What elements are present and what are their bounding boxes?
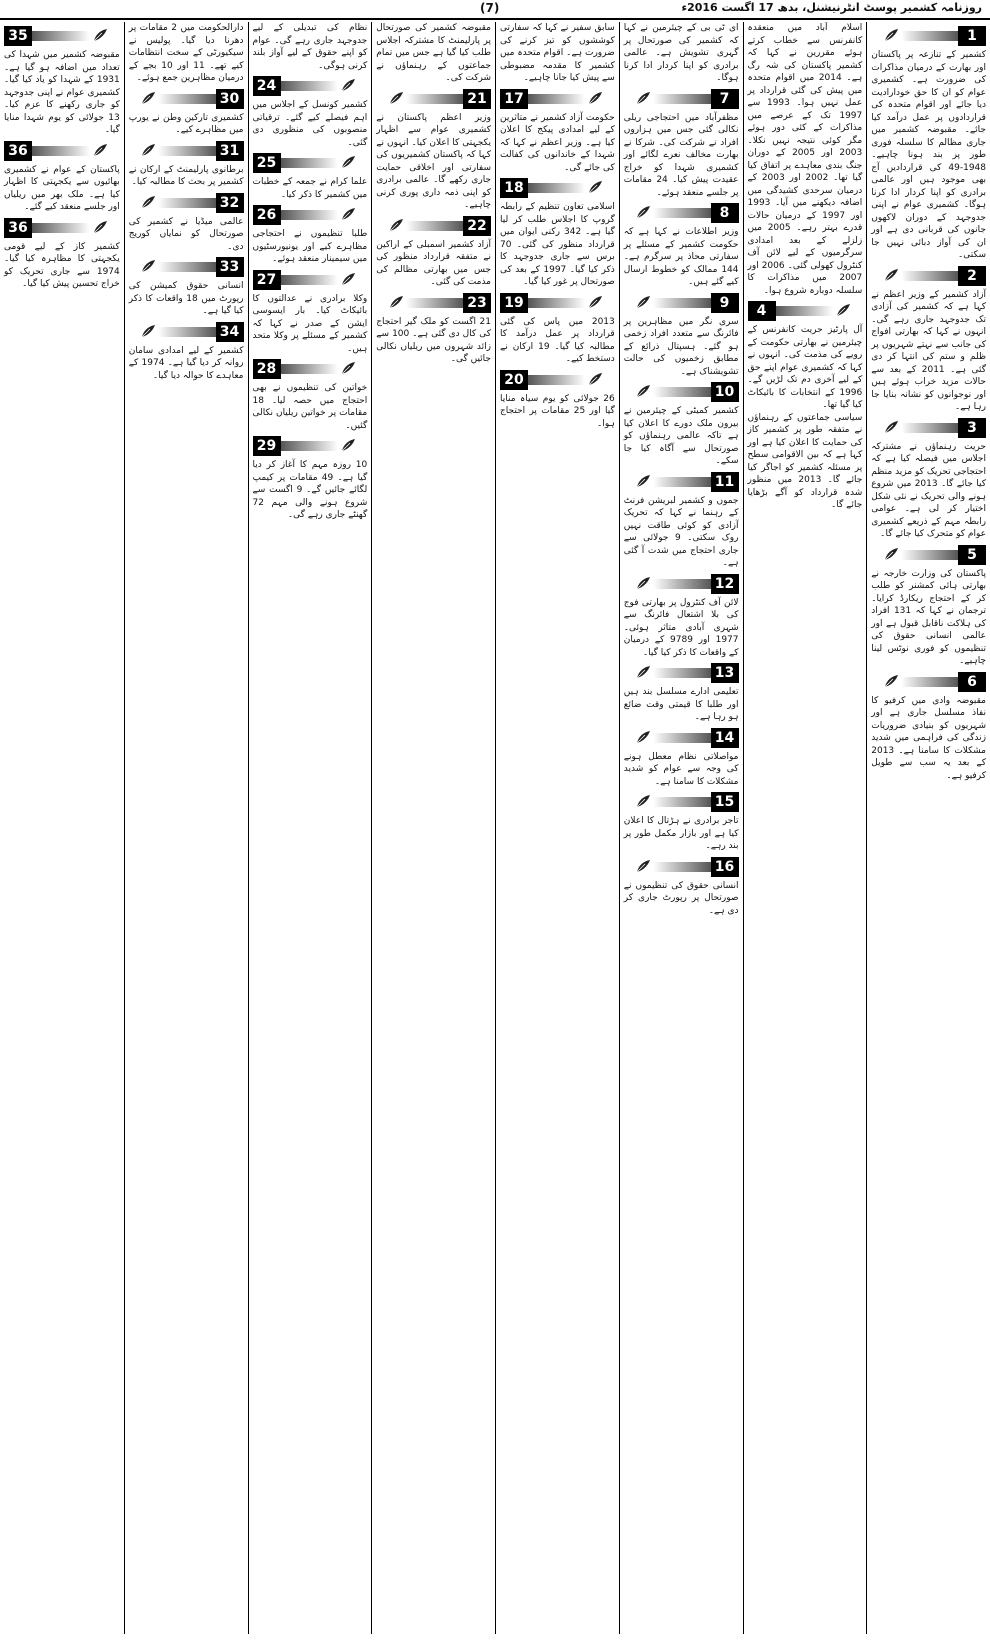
- column-4: [495, 22, 619, 1634]
- header-gradient-bar: [281, 158, 338, 168]
- leaf-icon: [587, 294, 603, 310]
- article-header: [376, 293, 491, 313]
- article-body: سری نگر میں مظاہرین پر فائرنگ سے متعدد افراد زخمی ہو گئے۔ ہسپتال ذرائع کے مطابق زخمیوں کی حالت تشویشناک ہے۔: [623, 316, 739, 377]
- header-gradient-bar: [281, 364, 338, 374]
- article-header: [376, 89, 491, 109]
- article-header: [624, 857, 739, 877]
- leaf-icon: [635, 383, 651, 399]
- leaf-icon: [340, 206, 356, 222]
- leaf-icon: [340, 437, 356, 453]
- article-number: 9: [711, 293, 739, 313]
- article-body: انسانی حقوق کمیشن کی رپورٹ میں 18 واقعات کا ذکر کیا گیا ہے۔: [128, 281, 244, 316]
- article-number: 21: [463, 89, 491, 109]
- leaf-icon: [635, 664, 651, 680]
- article-number: 6: [958, 672, 986, 692]
- leaf-icon: [340, 360, 356, 376]
- article-header: [253, 270, 368, 290]
- article-header: [4, 218, 120, 238]
- article-header: [871, 545, 986, 565]
- header-gradient-bar: [901, 271, 958, 281]
- header-gradient-bar: [528, 94, 585, 104]
- article-body: مقبوضہ وادی میں کرفیو کا نفاذ مسلسل جاری ہے اور شہریوں کو بنیادی ضروریات زندگی کی فراہمی میں شدید مشکلات کا سامنا ہے۔ 2013 کے بعد یہ سب سے طویل کرفیو ہے۔: [871, 695, 986, 781]
- leaf-icon: [635, 294, 651, 310]
- article-body: اسلامی تعاون تنظیم کے رابطہ گروپ کا اجلاس طلب کر لیا گیا ہے۔ 342 رکنی ایوان میں قرارداد منظور کی گئی۔ 70 برس سے جاری جدوجہد کا ذکر کیا گیا۔ 1997 کے بعد کی صورتحال پر غور کیا گیا۔: [500, 202, 615, 287]
- leaf-icon: [835, 302, 851, 318]
- leaf-icon: [635, 90, 651, 106]
- header-gradient-bar: [528, 375, 585, 385]
- article-number: 31: [216, 141, 244, 161]
- column-6: [248, 22, 372, 1634]
- leaf-icon: [340, 77, 356, 93]
- article-body: 2013 میں پاس کی گئی قرارداد پر عمل درآمد کا مطالبہ کیا گیا۔ 19 ارکان نے دستخط کیے۔: [500, 316, 615, 364]
- article-number: 16: [711, 857, 739, 877]
- header-gradient-bar: [653, 862, 710, 872]
- article-body: طلبا تنظیموں نے احتجاجی مظاہرے کیے اور یونیورسٹیوں میں سیمینار منعقد ہوئے۔: [252, 229, 368, 264]
- column-8: [0, 22, 124, 1634]
- article-number: 3: [958, 418, 986, 438]
- article-header: [500, 89, 615, 109]
- header-gradient-bar: [653, 797, 710, 807]
- article-number: 34: [216, 322, 244, 342]
- article-body: آل پارٹیز حریت کانفرنس کے چیئرمین نے بھارتی حکومت کے رویے کی مذمت کی۔ انہوں نے کہا کہ کشمیری عوام اپنے حق کے لیے آخری دم تک لڑیں گے۔ 1996 کے انتخابات کا بائیکاٹ کیا گیا تھا۔: [747, 325, 863, 410]
- header-gradient-bar: [653, 94, 710, 104]
- article-header: [871, 418, 986, 438]
- article-body: کشمیر کاز کے لیے قومی یکجہتی کا مظاہرہ کیا گیا۔ 1974 سے جاری تحریک کو خراج تحسین پیش کیا گیا۔: [4, 241, 120, 289]
- article-number: 17: [500, 89, 528, 109]
- article-body: کشمیر کونسل کے اجلاس میں اہم فیصلے کیے گئے۔ ترقیاتی منصوبوں کی منظوری دی گئی۔: [252, 100, 368, 148]
- leaf-icon: [883, 419, 899, 435]
- article-header: [871, 266, 986, 286]
- header-gradient-bar: [158, 94, 215, 104]
- leaf-icon: [883, 267, 899, 283]
- article-body: ای ٹی بی کے چیئرمین نے کہا کہ کشمیر کی صورتحال پر گہری تشویش ہے۔ عالمی برادری کو اپنا کردار ادا کرنا ہوگا۔: [623, 23, 739, 83]
- header-gradient-bar: [281, 441, 338, 451]
- article-body: اسلام آباد میں منعقدہ کانفرنس سے خطاب کرتے ہوئے مقررین نے کہا کہ کشمیر پاکستان کی شہ رگ ہے۔ 2014 میں اقوام متحدہ میں پیش کی گئی قرارداد پر عمل نہیں ہوا۔ 1993 سے 1997 تک کے عرصے میں مذاکرات کے کئی دور ہوئے مگر کوئی نتیجہ نہیں نکلا۔ 2003 اور 2005 کے دوران جنگ بندی معاہدے پر اتفاق کیا گیا تھا۔ 2002 اور 2003 کے درمیان سرحدی کشیدگی میں اضافہ دیکھنے میں آیا۔ 1993 اور 1997 کے درمیان حالات قدرے بہتر رہے۔ 2005 میں زلزلے کے بعد امدادی سرگرمیوں کے لیے لائن آف کنٹرول کھولی گئی۔ 2006 اور 2007 میں مذاکرات کا سلسلہ دوبارہ شروع ہوا۔: [747, 23, 863, 296]
- column-7: [124, 22, 248, 1634]
- header-gradient-bar: [653, 477, 710, 487]
- leaf-icon: [92, 142, 108, 158]
- article-number: 19: [500, 293, 528, 313]
- leaf-icon: [140, 258, 156, 274]
- leaf-icon: [340, 154, 356, 170]
- article-number: 33: [216, 257, 244, 277]
- article-header: [624, 293, 739, 313]
- article-header: [624, 663, 739, 683]
- article-number: 27: [253, 270, 281, 290]
- article-body: وزیر اعظم پاکستان نے کشمیری عوام سے اظہار یکجہتی کا اعلان کیا۔ انہوں نے کہا کہ پاکستان کشمیریوں کی سفارتی اور اخلاقی حمایت جاری رکھے گا۔ عالمی برادری کو اپنی ذمہ داری پوری کرنی چاہیے۔: [376, 112, 491, 210]
- leaf-icon: [635, 793, 651, 809]
- header-gradient-bar: [653, 208, 710, 218]
- masthead: [0, 0, 990, 20]
- article-body: برطانوی پارلیمنٹ کے ارکان نے کشمیر پر بحث کا مطالبہ کیا۔: [128, 164, 244, 187]
- leaf-icon: [340, 271, 356, 287]
- article-number: 36: [4, 218, 32, 238]
- article-body: مظفرآباد میں احتجاجی ریلی نکالی گئی جس میں ہزاروں افراد نے شرکت کی۔ شرکا نے بھارت مخالف نعرے لگائے اور کشمیری شہدا کو خراج عقیدت پیش کیا۔ 24 مقامات پر جلسے منعقد ہوئے۔: [623, 112, 739, 198]
- column-2: [743, 22, 867, 1634]
- article-body: پاکستان کی وزارت خارجہ نے بھارتی ہائی کمشنر کو طلب کر کے احتجاج ریکارڈ کرایا۔ ترجمان نے کہا کہ 131 افراد کی ہلاکت ناقابل قبول ہے اور عالمی انسانی حقوق کی تنظیموں کو فوری نوٹس لینا چاہیے۔: [871, 568, 987, 666]
- article-body: جموں و کشمیر لبریشن فرنٹ کے رہنما نے کہا کہ تحریک آزادی کو کوئی طاقت نہیں روک سکتی۔ 9 جولائی سے جاری احتجاج میں شدت آ گئی ہے۔: [623, 495, 739, 568]
- header-gradient-bar: [158, 327, 215, 337]
- article-body: وزیر اطلاعات نے کہا ہے کہ حکومت کشمیر کے مسئلے پر سفارتی محاذ پر سرگرم ہے۔ 144 ممالک کو خطوط ارسال کیے گئے ہیں۔: [623, 227, 739, 287]
- article-header: [253, 205, 368, 225]
- leaf-icon: [587, 179, 603, 195]
- article-number: 14: [711, 728, 739, 748]
- header-gradient-bar: [32, 31, 90, 41]
- article-header: [500, 178, 615, 198]
- column-3: [619, 22, 743, 1634]
- article-number: 13: [711, 663, 739, 683]
- article-body: حکومت آزاد کشمیر نے متاثرین کے لیے امدادی پیکج کا اعلان کیا ہے۔ وزیر اعظم نے کہا کہ شہدا کے خاندانوں کی کفالت کی جائے گی۔: [500, 112, 615, 173]
- article-number: 22: [463, 216, 491, 236]
- header-gradient-bar: [901, 31, 958, 41]
- article-body: مواصلاتی نظام معطل ہونے کی وجہ سے عوام کو شدید مشکلات کا سامنا ہے۔: [623, 751, 739, 787]
- article-header: [253, 76, 368, 96]
- header-gradient-bar: [406, 221, 463, 231]
- header-gradient-bar: [281, 81, 338, 91]
- article-body: لائن آف کنٹرول پر بھارتی فوج کی بلا اشتعال فائرنگ سے شہری آبادی متاثر ہوئی۔ 1977 اور 9789 کے درمیان کے واقعات کا ذکر کیا گیا۔: [623, 597, 739, 658]
- article-body: حریت رہنماؤں نے مشترکہ اجلاس میں فیصلہ کیا ہے کہ احتجاجی تحریک کو مزید منظم کیا جائے گا۔ 2013 میں شروع ہونے والی تحریک نے نئی شکل اختیار کر لی ہے۔ عوامی رابطہ مہم کے ذریعے کشمیری عوام کو متحرک کیا جائے گا۔: [871, 441, 986, 539]
- article-header: [624, 203, 739, 223]
- leaf-icon: [140, 90, 156, 106]
- article-number: 30: [216, 89, 244, 109]
- article-body: کشمیر کے تنازعہ پر پاکستان اور بھارت کے درمیان مذاکرات کی ضرورت ہے۔ کشمیری عوام کو ان کا حق خودارادیت دیا جائے اور اقوام متحدہ کی قراردادوں پر عمل درآمد کیا جائے۔ مقبوضہ کشمیر میں جاری مظالم کا سلسلہ فوری طور پر بند ہونا چاہیے۔ 1948-49 کی قراردادیں آج بھی موجود ہیں اور عالمی برادری کو اپنا کردار ادا کرنا ہوگا۔ کشمیری عوام نے اپنی جدوجہد کے دوران لاکھوں جانوں کی قربانی دی ہے اور ان کی آواز دبائی نہیں جا سکتی۔: [871, 50, 986, 260]
- article-number: 2: [958, 266, 986, 286]
- leaf-icon: [635, 473, 651, 489]
- article-body: مقبوضہ کشمیر کی صورتحال پر پارلیمنٹ کا مشترکہ اجلاس طلب کیا گیا ہے جس میں تمام جماعتوں کے رہنماؤں نے شرکت کی۔: [376, 23, 491, 83]
- header-gradient-bar: [32, 146, 90, 156]
- article-number: 26: [253, 205, 281, 225]
- leaf-icon: [883, 546, 899, 562]
- header-gradient-bar: [528, 298, 585, 308]
- article-header: [253, 359, 368, 379]
- article-header: [871, 26, 986, 46]
- leaf-icon: [635, 204, 651, 220]
- article-number: 32: [216, 193, 244, 213]
- article-number: 7: [711, 89, 739, 109]
- article-body: عالمی میڈیا نے کشمیر کی صورتحال کو نمایاں کوریج دی۔: [128, 216, 244, 252]
- header-gradient-bar: [281, 210, 338, 220]
- article-body: 10 روزہ مہم کا آغاز کر دیا گیا ہے۔ 49 مقامات پر کیمپ لگائے جائیں گے۔ 9 اگست سے شروع ہونے والی مہم 72 گھنٹے جاری رہے گی۔: [252, 460, 368, 520]
- header-gradient-bar: [32, 223, 90, 233]
- leaf-icon: [388, 90, 404, 106]
- article-header: [871, 672, 986, 692]
- article-header: [129, 193, 244, 213]
- column-5: [371, 22, 495, 1634]
- article-header: [624, 728, 739, 748]
- article-header: [624, 792, 739, 812]
- article-number: 1: [958, 26, 986, 46]
- article-number: 23: [463, 293, 491, 313]
- article-number: 25: [253, 153, 281, 173]
- header-gradient-bar: [528, 183, 585, 193]
- header-gradient-bar: [406, 298, 463, 308]
- article-number: 28: [253, 359, 281, 379]
- header-gradient-bar: [653, 733, 710, 743]
- article-body: تعلیمی ادارے مسلسل بند ہیں اور طلبا کا قیمتی وقت ضائع ہو رہا ہے۔: [623, 687, 739, 722]
- page-number: (7): [480, 1, 500, 15]
- leaf-icon: [140, 323, 156, 339]
- article-number: 5: [958, 545, 986, 565]
- article-header: [624, 472, 739, 492]
- header-gradient-bar: [281, 275, 338, 285]
- article-body: 26 جولائی کو یوم سیاہ منایا گیا اور 25 مقامات پر احتجاج ہوا۔: [500, 393, 615, 429]
- article-number: 29: [253, 436, 281, 456]
- article-number: 18: [500, 178, 528, 198]
- header-gradient-bar: [901, 423, 958, 433]
- article-body: علما کرام نے جمعہ کے خطبات میں کشمیر کا ذکر کیا۔: [252, 177, 368, 200]
- masthead-title: روزنامہ کشمیر پوسٹ انٹرنیشنل، بدھ 17 اگست 2016ء: [681, 1, 982, 14]
- leaf-icon: [140, 142, 156, 158]
- article-number: 12: [711, 574, 739, 594]
- article-header: [748, 301, 863, 321]
- article-header: [624, 89, 739, 109]
- header-gradient-bar: [158, 198, 215, 208]
- article-header: [4, 141, 120, 161]
- article-number: 20: [500, 370, 528, 390]
- leaf-icon: [883, 27, 899, 43]
- header-gradient-bar: [653, 387, 710, 397]
- leaf-icon: [635, 729, 651, 745]
- leaf-icon: [883, 673, 899, 689]
- article-body: کشمیری تارکین وطن نے یورپ میں مظاہرے کیے۔: [128, 112, 244, 135]
- article-body: 21 اگست کو ملک گیر احتجاج کی کال دی گئی ہے۔ 100 سے زائد شہروں میں ریلیاں نکالی جائیں گی۔: [376, 316, 491, 364]
- article-header: [500, 293, 615, 313]
- article-header: [129, 89, 244, 109]
- article-header: [129, 141, 244, 161]
- header-gradient-bar: [406, 94, 463, 104]
- article-number: 35: [4, 26, 32, 46]
- article-body: وکلا برادری نے عدالتوں کا بائیکاٹ کیا۔ بار ایسوسی ایشن کے صدر نے کہا کہ کشمیر کے مسئلے پر وکلا متحد ہیں۔: [252, 293, 368, 354]
- header-gradient-bar: [158, 146, 215, 156]
- article-number: 15: [711, 792, 739, 812]
- leaf-icon: [388, 294, 404, 310]
- article-header: [253, 153, 368, 173]
- article-header: [376, 216, 491, 236]
- article-header: [624, 382, 739, 402]
- article-body: آزاد کشمیر اسمبلی کے اراکین نے متفقہ قرارداد منظور کی جس میں بھارتی مظالم کی مذمت کی گئی۔: [376, 239, 491, 287]
- header-gradient-bar: [158, 262, 215, 272]
- header-gradient-bar: [776, 306, 833, 316]
- leaf-icon: [635, 858, 651, 874]
- header-gradient-bar: [653, 298, 710, 308]
- header-gradient-bar: [653, 579, 710, 589]
- column-1: [866, 22, 990, 1634]
- article-body: خواتین کی تنظیموں نے بھی احتجاج میں حصہ لیا۔ 18 مقامات پر خواتین ریلیاں نکالی گئیں۔: [252, 383, 368, 431]
- article-number: 24: [253, 76, 281, 96]
- article-header: [129, 322, 244, 342]
- article-body: آزاد کشمیر کے وزیر اعظم نے کہا ہے کہ کشمیر کی آزادی تک جدوجہد جاری رہے گی۔ انہوں نے کہا کہ بھارتی افواج کی جانب سے نہتے شہریوں پر ظلم و ستم کی انتہا کر دی گئی ہے۔ 2011 کے بعد سے حالات مزید خراب ہوئے ہیں اور نوجوانوں کو نشانہ بنایا جا رہا ہے۔: [871, 289, 987, 412]
- article-body: نظام کی تبدیلی کے لیے جدوجہد جاری رہے گی۔ عوام کو اپنے حقوق کے لیے آواز بلند کرنی ہوگی۔: [252, 23, 368, 71]
- article-body: سابق سفیر نے کہا کہ سفارتی کوششوں کو تیز کرنے کی ضرورت ہے۔ اقوام متحدہ میں کشمیر کا مقدمہ مضبوطی سے پیش کیا جانا چاہیے۔: [500, 23, 615, 83]
- article-body: انسانی حقوق کی تنظیموں نے صورتحال پر رپورٹ جاری کر دی ہے۔: [623, 880, 739, 916]
- leaf-icon: [140, 194, 156, 210]
- article-number: 11: [711, 472, 739, 492]
- header-gradient-bar: [901, 677, 958, 687]
- article-number: 10: [711, 382, 739, 402]
- article-number: 8: [711, 203, 739, 223]
- header-gradient-bar: [653, 668, 710, 678]
- article-header: [4, 26, 120, 46]
- leaf-icon: [587, 90, 603, 106]
- article-number: 4: [748, 301, 776, 321]
- leaf-icon: [587, 371, 603, 387]
- leaf-icon: [92, 219, 108, 235]
- article-body: مقبوضہ کشمیر میں شہدا کی تعداد میں اضافہ ہو گیا ہے۔ 1931 کے شہدا کو یاد کیا گیا۔ کشمیری عوام نے اپنی جدوجہد کو جاری رکھنے کا عزم کیا۔ 13 جولائی کو یوم شہدا منایا گیا۔: [4, 50, 120, 135]
- article-header: [500, 370, 615, 390]
- leaf-icon: [635, 575, 651, 591]
- article-header: [253, 436, 368, 456]
- article-header: [129, 257, 244, 277]
- article-body: کشمیر کمیٹی کے چیئرمین نے بیرون ملک دورے کا اعلان کیا ہے تاکہ عالمی رہنماؤں کو صورتحال سے آگاہ کیا جا سکے۔: [623, 406, 739, 466]
- leaf-icon: [92, 27, 108, 43]
- article-body: سیاسی جماعتوں کے رہنماؤں نے متفقہ طور پر کشمیر کاز کی حمایت کا اعلان کیا ہے اور کہا ہے کہ بین الاقوامی سطح پر مسئلہ کشمیر کو اجاگر کیا جائے گا۔ 2013 میں منظور شدہ قرارداد کو آگے بڑھایا جائے گا۔: [747, 412, 863, 510]
- article-body: پاکستان کے عوام نے کشمیری بھائیوں سے یکجہتی کا اظہار کیا ہے۔ ملک بھر میں ریلیاں اور جلسے منعقد کیے گئے۔: [4, 164, 120, 212]
- article-body: تاجر برادری نے ہڑتال کا اعلان کیا ہے اور بازار مکمل طور پر بند رہے۔: [623, 816, 739, 851]
- article-body: کشمیر کے لیے امدادی سامان روانہ کر دیا گیا ہے۔ 1974 کے معاہدے کا حوالہ دیا گیا۔: [128, 345, 244, 381]
- leaf-icon: [388, 217, 404, 233]
- article-header: [624, 574, 739, 594]
- header-gradient-bar: [901, 550, 958, 560]
- article-number: 36: [4, 141, 32, 161]
- article-body: دارالحکومت میں 2 مقامات پر دھرنا دیا گیا۔ پولیس نے سیکیورٹی کے سخت انتظامات کیے تھے۔ 11 اور 10 بجے کے درمیان مظاہرین جمع ہوئے۔: [128, 23, 244, 83]
